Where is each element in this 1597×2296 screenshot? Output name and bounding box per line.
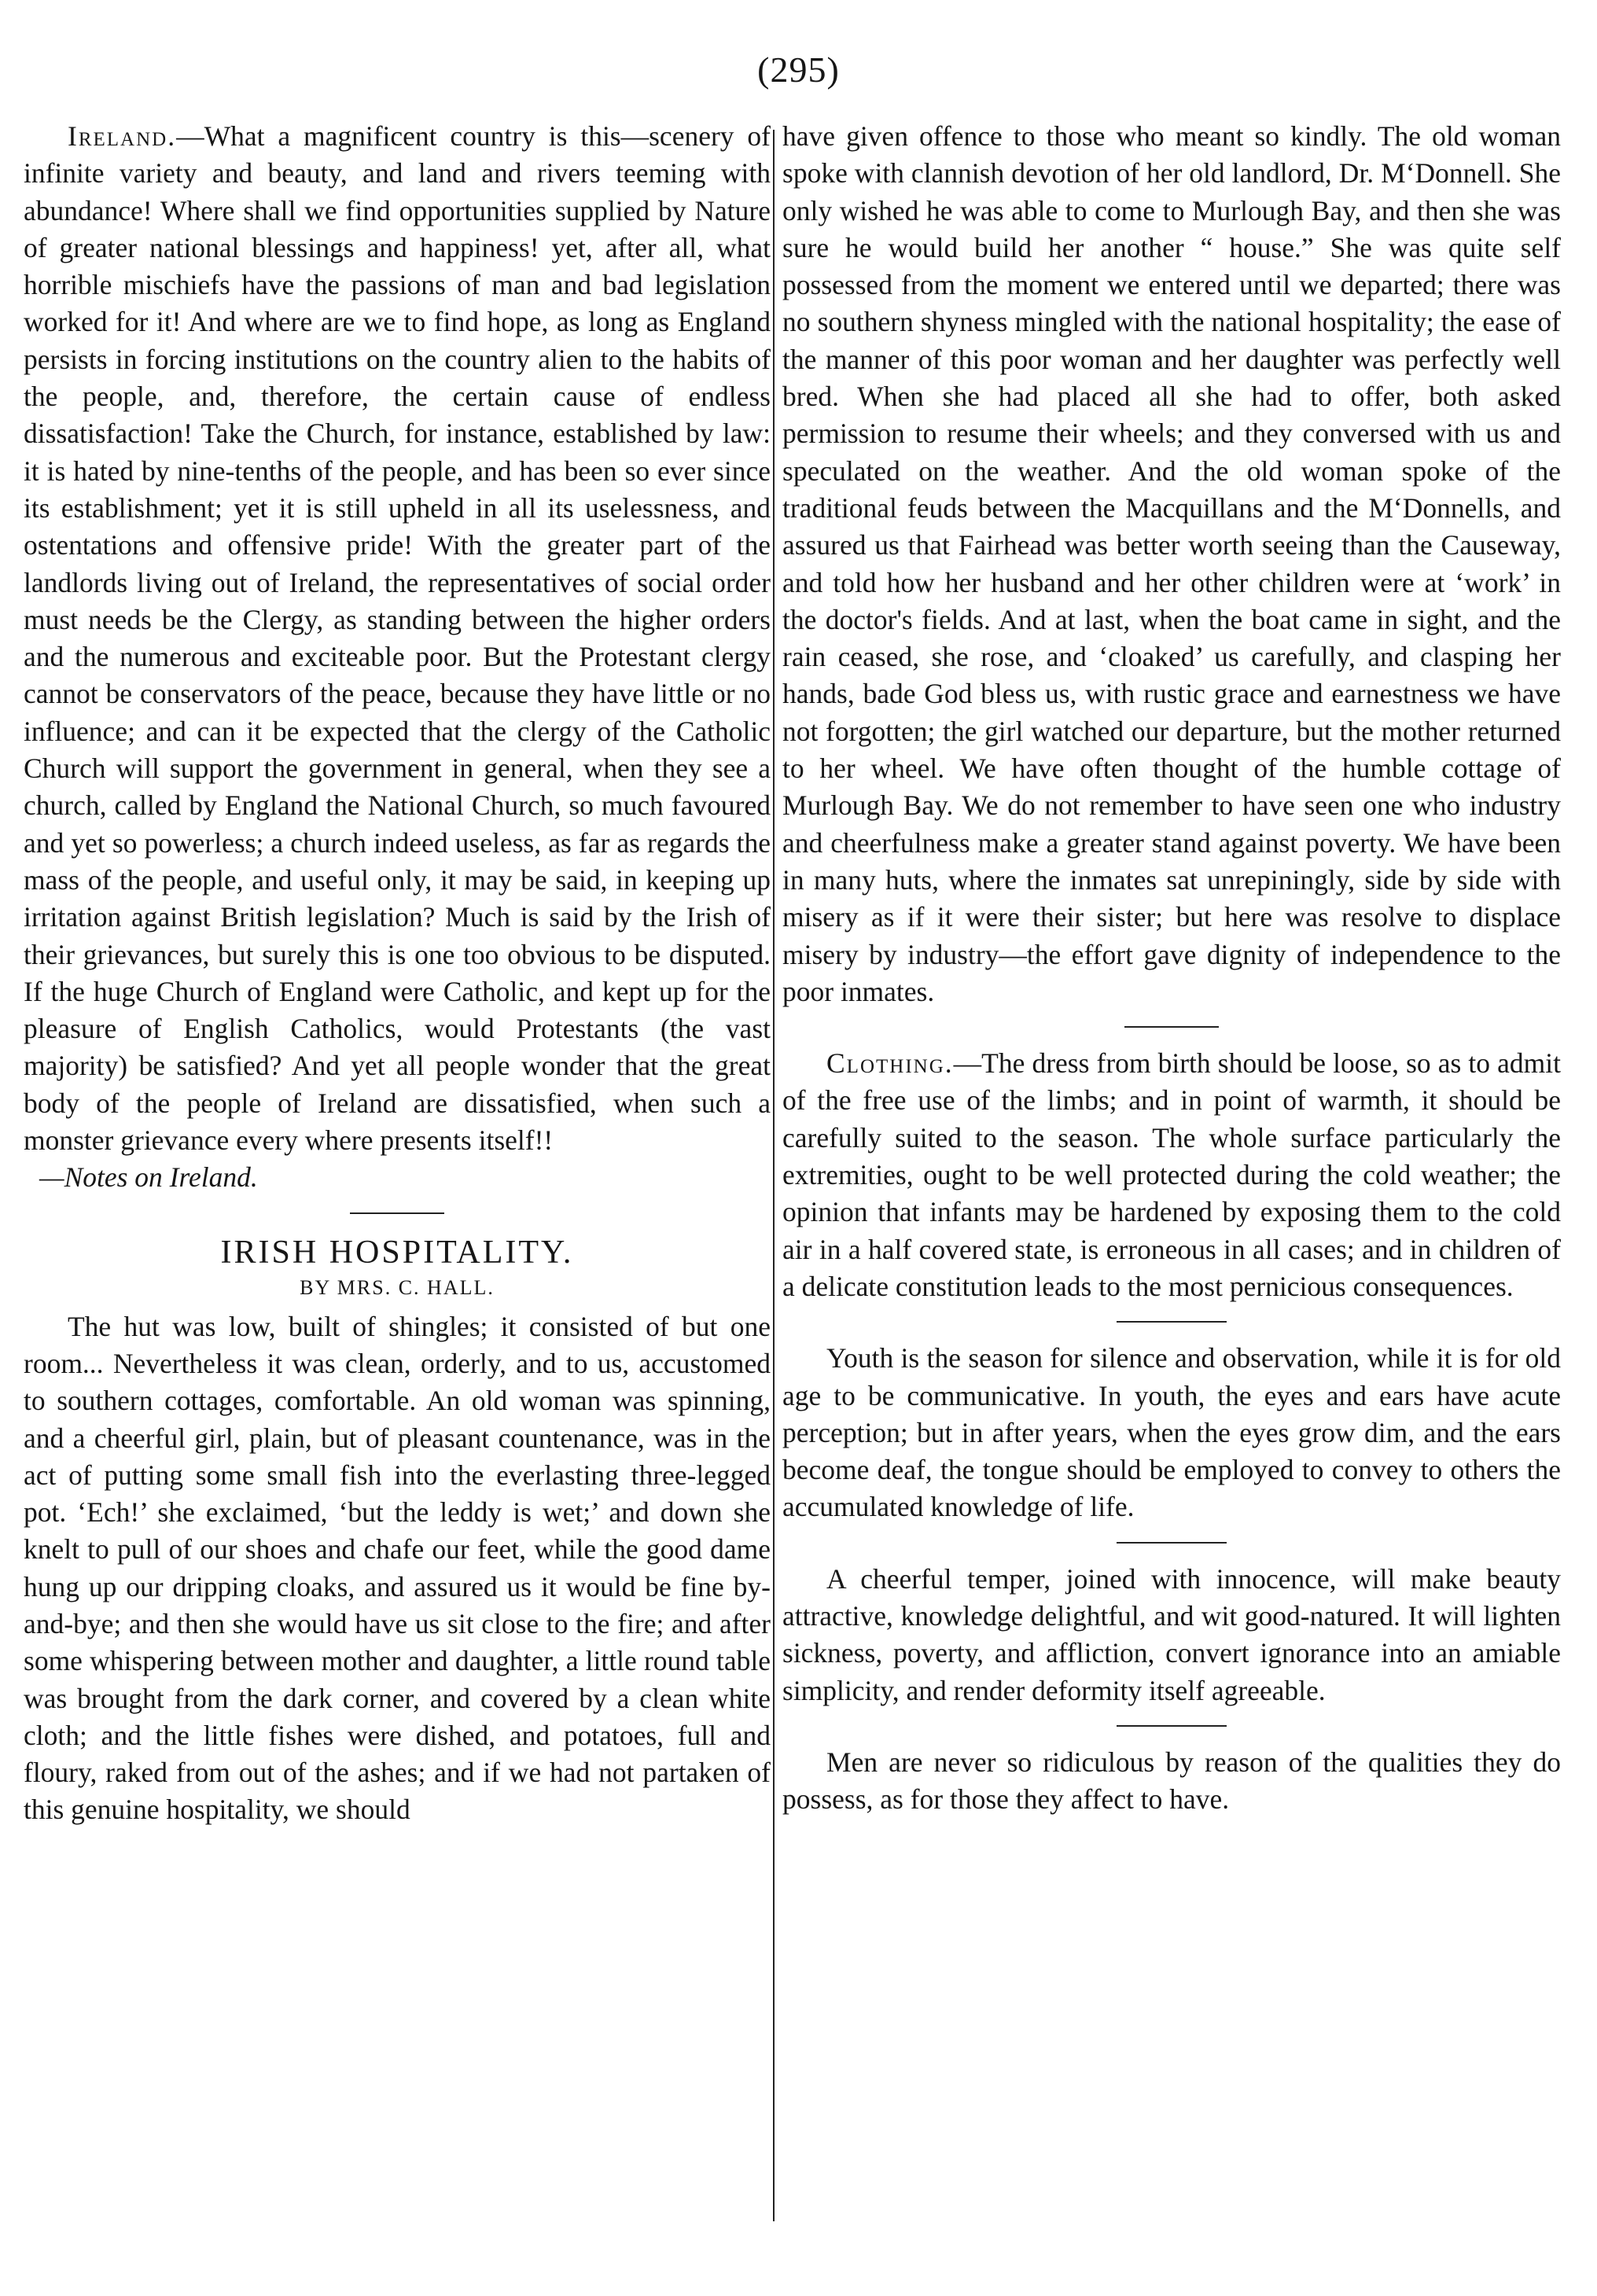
hospitality-text: The hut was low, built of shingles; it consisted of but one room... Nevertheless it was clean, orderly, and to us, accustomed to southern cottages, comfortable. An old woman was spinning, and a cheerful girl, plain, but of pleasant countenance, was in the act of putting some small fish into the everlasting three-legged pot. ‘Ech!’ she exclaimed, ‘but the leddy is wet;’ and down she knelt to pull of our shoes and chafe our feet, while the good dame hung up our dripping cloaks, and assured us it would be fine by-and-bye; and then she would have us sit close to the fire; and after some whispering between mother and daughter, a little round table was brought from the dark corner, and covered by a clean white cloth; and the little fishes were dished, and potatoes, full and floury, raked from out of the ashes; and if we had not partaken of this genuine hospitality, we should: [24, 1310, 771, 1826]
clothing-heading: Clothing.: [826, 1047, 954, 1080]
clothing-article: [782, 1045, 1561, 1305]
ridiculous-paragraph: Men are never so ridiculous by reason of the qualities they do possess, as for those they affect to have.: [782, 1746, 1561, 1816]
section-divider: [1117, 1321, 1227, 1323]
section-divider: [1117, 1542, 1227, 1544]
article-title: IRISH HOSPITALITY.: [220, 1234, 574, 1271]
ireland-signoff: —Notes on Ireland.: [39, 1161, 258, 1194]
ireland-article: [24, 118, 771, 1159]
article-byline: BY MRS. C. HALL.: [300, 1275, 495, 1299]
temper-paragraph: A cheerful temper, joined with innocence, will make beauty attractive, knowledge delightful, and wit good-natured. It will lighten sickness, poverty, and affliction, convert ignorance into an amiable simplicity, and render deformity itself agreeable.: [782, 1562, 1561, 1706]
left-column: [24, 118, 771, 1829]
youth-paragraph: Youth is the season for silence and observation, while it is for old age to be communicative. In youth, the eyes and ears have acute perception; but in after years, when the eyes grow dim, and the ears become deaf, the tongue should be employed to convey to others the accumulated knowledge of life.: [782, 1342, 1561, 1523]
ireland-heading: Ireland.: [68, 120, 177, 152]
section-divider: [1117, 1725, 1227, 1727]
column-rule: [773, 130, 775, 2221]
ireland-text: —What a magnificent country is this—scenery of infinite variety and beauty, and land and rivers teeming with abundance! Where shall we find opportunities supplied by Nature of greater national blessings and happiness! yet, after all, what horrible mischiefs have the passions of man and bad legislation worked for it! And where are we to find hope, as long as England persists in forcing institutions on the country alien to the habits of the people, and, therefore, the certain cause of endless dissatisfaction! Take the Church, for instance, established by law: it is hated by nine-tenths of the people, and has been so ever since its establishment; yet it is still upheld in all its uselessness, and ostentations and offensive pride! With the greater part of the landlords living out of Ireland, the representatives of social order must needs be the Clergy, as standing between the higher orders and the numerous and exciteable poor. But the Protestant clergy cannot be conservators of the peace, because they have little or no influence; and can it be expected that the clergy of the Catholic Church will support the government in general, when they see a church, called by England the National Church, so much favoured and yet so powerless; a church indeed useless, as far as regards the mass of the people, and useful only, it may be said, in keeping up irritation against British legislation? Much is said by the Irish of their grievances, but surely this is one too obvious to be disputed. If the huge Church of England were Catholic, and kept up for the pleasure of English Catholics, would Protestants (the vast majority) be satisfied? And yet all people wonder that the great body of the people of Ireland are dissatisfied, when such a monster grievance every where presents itself!!: [24, 120, 771, 1157]
hospitality-continued: have given offence to those who meant so kindly. The old woman spoke with clannish devotion of her old landlord, Dr. M‘Donnell. She only wished he was able to come to Murlough Bay, and then she was sure he would build her another “ house.” She was quite self possessed from the moment we entered until we departed; there was no southern shyness mingled with the national hospitality; the ease of the manner of this poor woman and her daughter was perfectly well bred. When she had placed all she had to offer, both asked permission to resume their wheels; and they conversed with us and speculated on the weather. And the old woman spoke of the traditional feuds between the Macquillans and the M‘Donnells, and assured us that Fairhead was better worth seeing than the Causeway, and told how her husband and her other children were at ‘work’ in the doctor's fields. And at last, when the boat came in sight, and the rain ceased, she rose, and ‘cloaked’ us carefully, and clasping her hands, bade God bless us, with rustic grace and earnestness we have not forgotten; the girl watched our departure, but the mother returned to her wheel. We have often thought of the humble cottage of Murlough Bay. We do not remember to have seen one who industry and cheerfulness make a greater stand against poverty. We have been in many huts, where the inmates sat unrepiningly, side by side with misery as if it were their sister; but here was resolve to displace misery by industry—the effort gave dignity of independence to the poor inmates.: [782, 120, 1561, 1007]
clothing-text: —The dress from birth should be loose, so as to admit of the free use of the limbs; and in point of warmth, it should be carefully suited to the season. The whole surface particularly the extremities, ought to be well protected during the cold weather; the opinion that infants may be hardened by exposing them to the cold air in a half covered state, is erroneous in all cases; and in children of a delicate constitution leads to the most pernicious consequences.: [782, 1047, 1561, 1302]
page-number: (295): [757, 50, 840, 90]
right-column: [782, 118, 1561, 1818]
section-divider: [350, 1212, 444, 1214]
section-divider: [1124, 1026, 1219, 1028]
